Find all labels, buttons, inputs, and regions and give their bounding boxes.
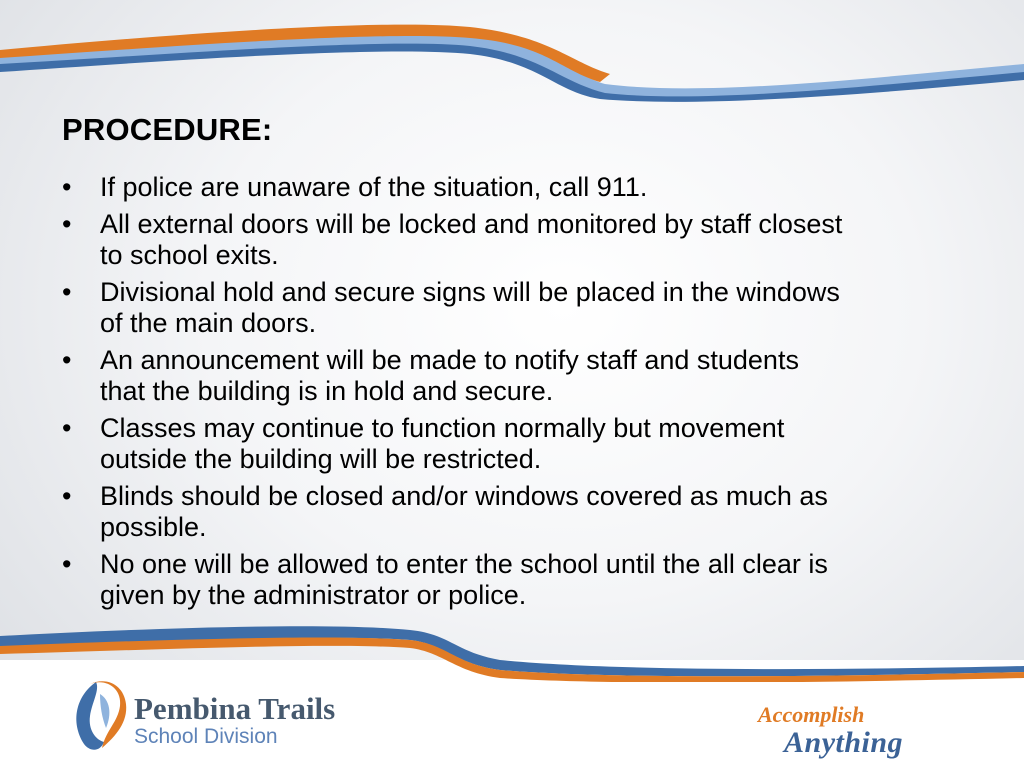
procedure-item bbox=[62, 345, 982, 407]
procedure-item-line: possible. bbox=[100, 512, 207, 542]
procedure-item-line: Classes may continue to function normally but movement bbox=[100, 413, 785, 443]
procedure-item-line: No one will be allowed to enter the school until the all clear is bbox=[100, 549, 828, 579]
bullet-marker: • bbox=[62, 345, 72, 375]
procedure-item-line: given by the administrator or police. bbox=[100, 580, 527, 610]
slide-title: PROCEDURE: bbox=[62, 112, 273, 147]
procedure-item-line: Divisional hold and secure signs will be placed in the windows bbox=[100, 277, 840, 307]
procedure-item-line: outside the building will be restricted. bbox=[100, 444, 542, 474]
bullet-marker: • bbox=[62, 413, 72, 443]
procedure-item-line: All external doors will be locked and monitored by staff closest bbox=[100, 209, 843, 239]
procedure-item-line: An announcement will be made to notify staff and students bbox=[100, 345, 799, 375]
bullet-marker: • bbox=[62, 172, 72, 202]
tagline bbox=[758, 702, 948, 762]
procedure-item bbox=[62, 413, 982, 475]
bullet-marker: • bbox=[62, 277, 72, 307]
tagline-line-1: Accomplish bbox=[758, 702, 865, 727]
procedure-item bbox=[62, 277, 982, 339]
logo-name: Pembina Trails bbox=[134, 691, 336, 726]
procedure-item-line: of the main doors. bbox=[100, 308, 317, 338]
division-logo bbox=[66, 674, 386, 754]
pembina-trails-logo-mark-icon bbox=[66, 674, 128, 754]
procedure-item bbox=[62, 481, 982, 543]
procedure-list bbox=[62, 172, 982, 617]
procedure-item bbox=[62, 549, 982, 611]
bullet-marker: • bbox=[62, 549, 72, 579]
procedure-item-line: that the building is in hold and secure. bbox=[100, 376, 554, 406]
procedure-item-line: to school exits. bbox=[100, 240, 279, 270]
procedure-item-line: If police are unaware of the situation, call 911. bbox=[100, 172, 648, 202]
bullet-marker: • bbox=[62, 209, 72, 239]
logo-subtitle: School Division bbox=[134, 725, 278, 748]
tagline-line-2: Anything bbox=[784, 726, 904, 759]
top-swoosh-decoration bbox=[0, 0, 1024, 110]
procedure-item-line: Blinds should be closed and/or windows covered as much as bbox=[100, 481, 828, 511]
procedure-item bbox=[62, 209, 982, 271]
bullet-marker: • bbox=[62, 481, 72, 511]
bottom-swoosh-decoration bbox=[0, 612, 1024, 682]
procedure-item bbox=[62, 172, 982, 203]
